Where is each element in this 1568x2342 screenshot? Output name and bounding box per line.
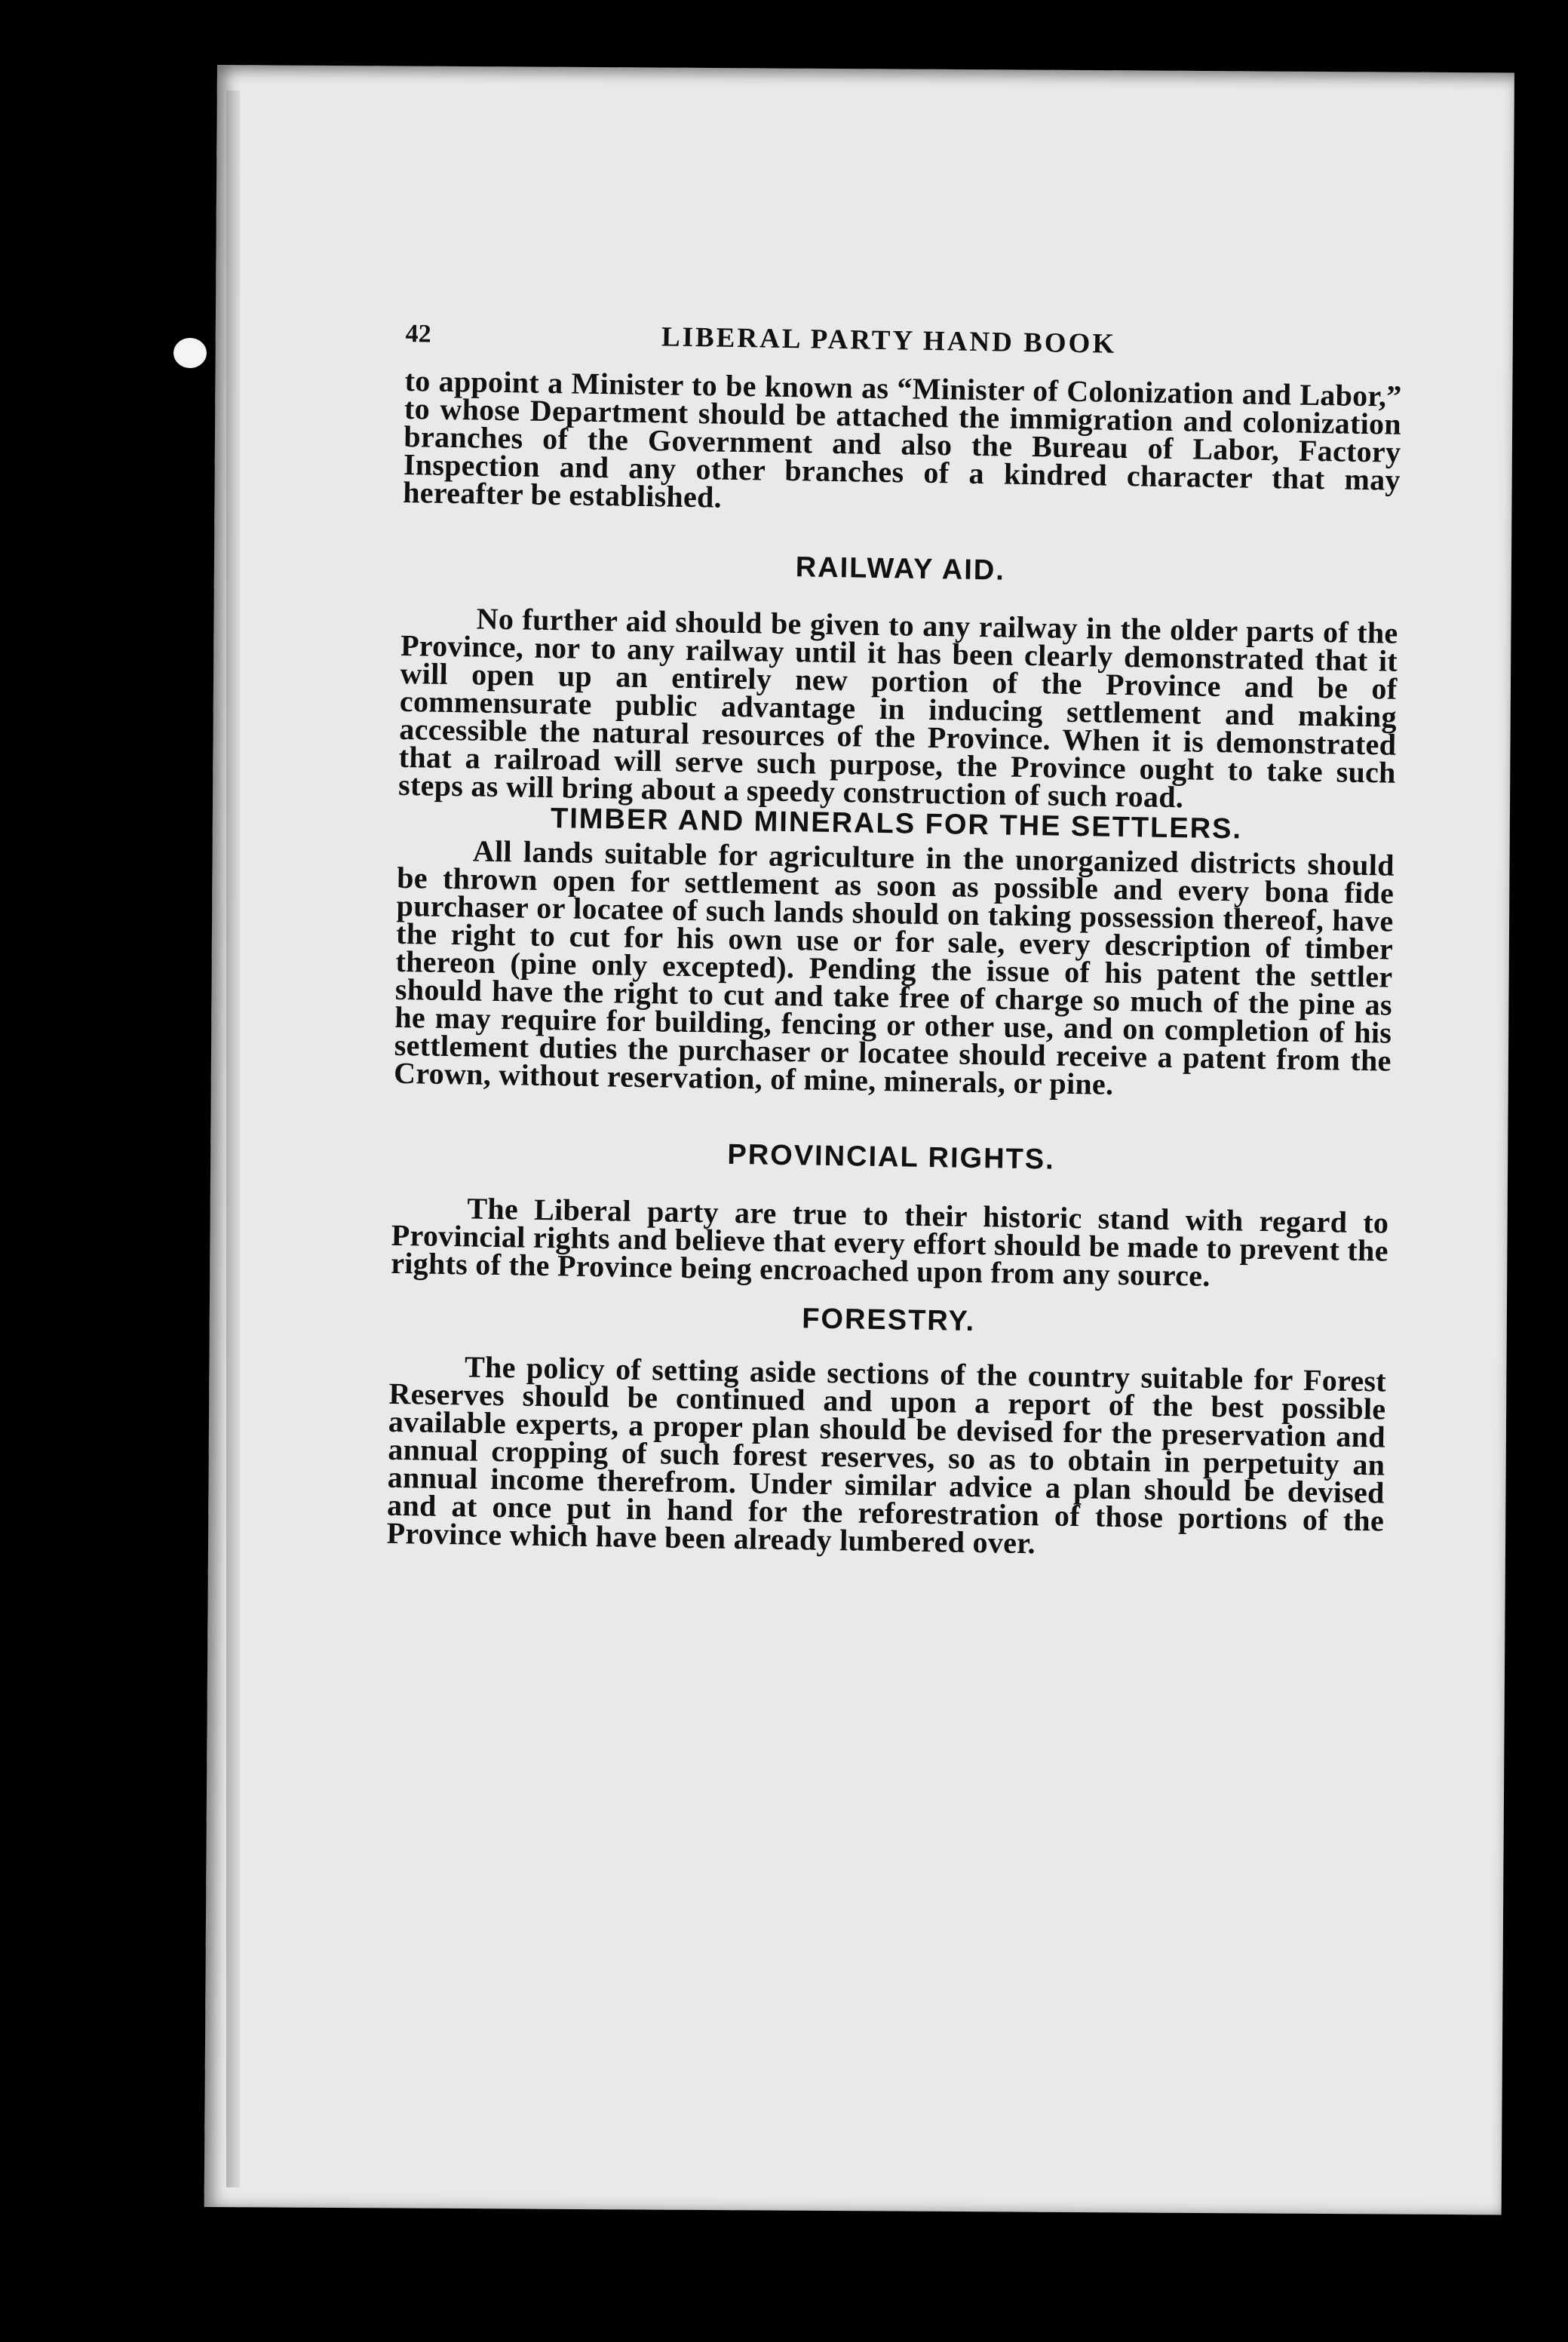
section-heading-timber-minerals: TIMBER AND MINERALS FOR THE SETTLERS. (550, 803, 1243, 846)
section-heading-railway-aid: RAILWAY AID. (795, 551, 1006, 587)
timber-minerals-paragraph: All lands suitable for agriculture in the unorganized districts should be thrown open for settlement as soon as possible and every bona fide purchaser or locatee of such lands should on taking possession thereof, have the right to cut for his own use or for sale, every description of timber thereon (pine only excepted). Pending the issue of his patent the settler should have the right to cut and take free of charge so much of the pine as he may require for building, fencing or other use, and on completion of his settlement duties the purchaser or locatee should receive a patent from the Crown, without reservation, of mine, minerals, or pine. (393, 833, 1395, 1101)
provincial-rights-paragraph: The Liberal party are true to their historic stand with regard to Provincial rights and believe that every effort should be made to prevent the rights of the Province being encroached upon from any source. (390, 1191, 1389, 1293)
page-number: 42 (405, 319, 431, 348)
section-heading-forestry: FORESTRY. (801, 1303, 976, 1338)
page-content (386, 317, 1402, 1563)
intro-paragraph: to appoint a Minister to be known as “Minister of Colonization and Labor,” to whose Department should be attached the immigration and colonization branches of the Government and also the Bureau of Labor, Factory Inspection and any other branches of a kindred character that may hereafter be established. (402, 363, 1402, 514)
section-heading-provincial-rights: PROVINCIAL RIGHTS. (727, 1138, 1056, 1176)
running-head: LIBERAL PARTY HAND BOOK (661, 321, 1117, 360)
film-blemish (173, 338, 207, 368)
railway-aid-paragraph: No further aid should be given to any railway in the older parts of the Province, nor to any railway until it has been clearly demonstrated that it will open up an entirely new portion of the Province and be of commensurate public advantage in inducing settlement and making accessible the natural resources of the Province. When it is demonstrated that a railroad will serve such purpose, the Province ought to take such steps as will bring about a speedy construction of such road. (397, 601, 1398, 815)
forestry-paragraph: The policy of setting aside sections of the country suitable for Forest Reserves should be continued and upon a report of the best possible available experts, a proper plan should be devised for the preservation and annual cropping of such forest reserves, so as to obtain in perpetuity an annual income therefrom. Under similar advice a plan should be devised and at once put in hand for the reforestration of those portions of the Province which have been already lumbered over. (386, 1349, 1387, 1561)
page-binding-edge (226, 91, 240, 2187)
